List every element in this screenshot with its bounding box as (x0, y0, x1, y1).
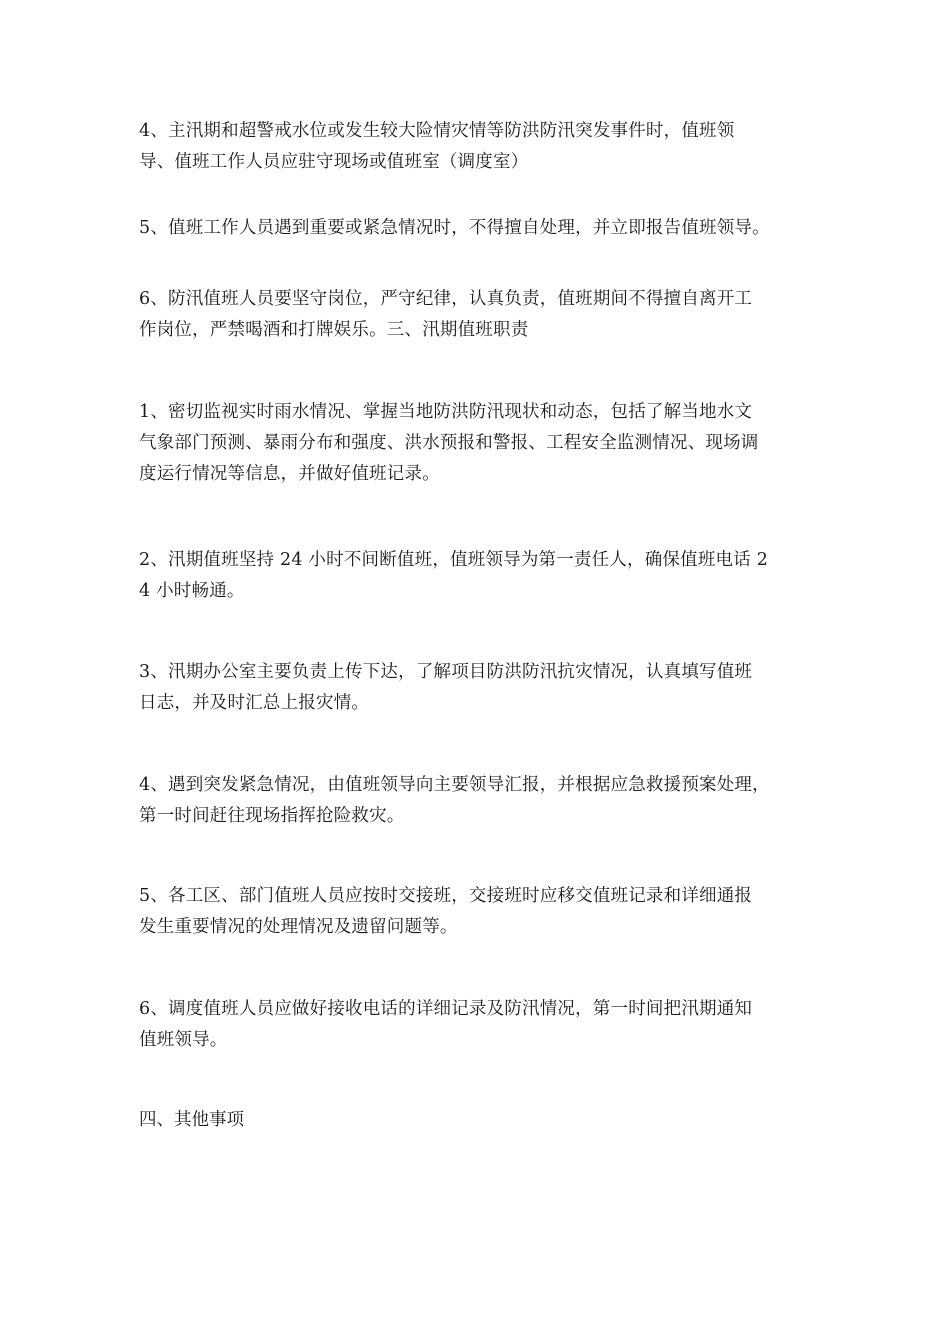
paragraph-responsibility-5 (139, 881, 829, 943)
paragraph-responsibility-3 (139, 657, 829, 719)
paragraph-responsibility-1 (139, 397, 829, 490)
text-line: 4 小时畅通。 (139, 581, 245, 601)
text-line: 4、主汛期和超警戒水位或发生较大险情灾情等防洪防汛突发事件时，值班领 (139, 121, 735, 141)
paragraph-responsibility-4 (139, 770, 829, 832)
text-line: 1、密切监视实时雨水情况、掌握当地防洪防汛现状和动态，包括了解当地水文 (139, 402, 753, 422)
paragraph-duty-rule-4 (139, 116, 829, 178)
text-line: 6、调度值班人员应做好接收电话的详细记录及防汛情况，第一时间把汛期通知 (139, 999, 753, 1019)
text-line: 6、防汛值班人员要坚守岗位，严守纪律，认真负责，值班期间不得擅自离开工 (139, 289, 753, 309)
text-line: 导、值班工作人员应驻守现场或值班室（调度室） (139, 152, 529, 172)
paragraph-responsibility-6 (139, 994, 829, 1056)
text-line: 度运行情况等信息，并做好值班记录。 (139, 464, 440, 484)
text-line: 3、汛期办公室主要负责上传下达，了解项目防洪防汛抗灾情况，认真填写值班 (139, 662, 753, 682)
text-line: 作岗位，严禁喝酒和打牌娱乐。三、汛期值班职责 (139, 320, 529, 340)
text-line: 5、值班工作人员遇到重要或紧急情况时，不得擅自处理，并立即报告值班领导。 (139, 218, 770, 238)
paragraph-duty-rule-5 (139, 213, 829, 244)
text-line: 2、汛期值班坚持 24 小时不间断值班，值班领导为第一责任人，确保值班电话 2 (139, 550, 769, 570)
text-line: 5、各工区、部门值班人员应按时交接班，交接班时应移交值班记录和详细通报 (139, 886, 753, 906)
text-line: 气象部门预测、暴雨分布和强度、洪水预报和警报、工程安全监测情况、现场调 (139, 433, 759, 453)
text-line: 4、遇到突发紧急情况，由值班领导向主要领导汇报，并根据应急救援预案处理， (139, 775, 770, 795)
paragraph-duty-rule-6 (139, 284, 829, 346)
text-line: 日志，并及时汇总上报灾情。 (139, 693, 370, 713)
text-line: 第一时间赶往现场指挥抢险救灾。 (139, 806, 405, 826)
text-line: 值班领导。 (139, 1030, 228, 1050)
section-heading-other-matters: 四、其他事项 (139, 1110, 244, 1130)
text-line: 发生重要情况的处理情况及遗留问题等。 (139, 917, 458, 937)
paragraph-responsibility-2 (139, 545, 829, 607)
